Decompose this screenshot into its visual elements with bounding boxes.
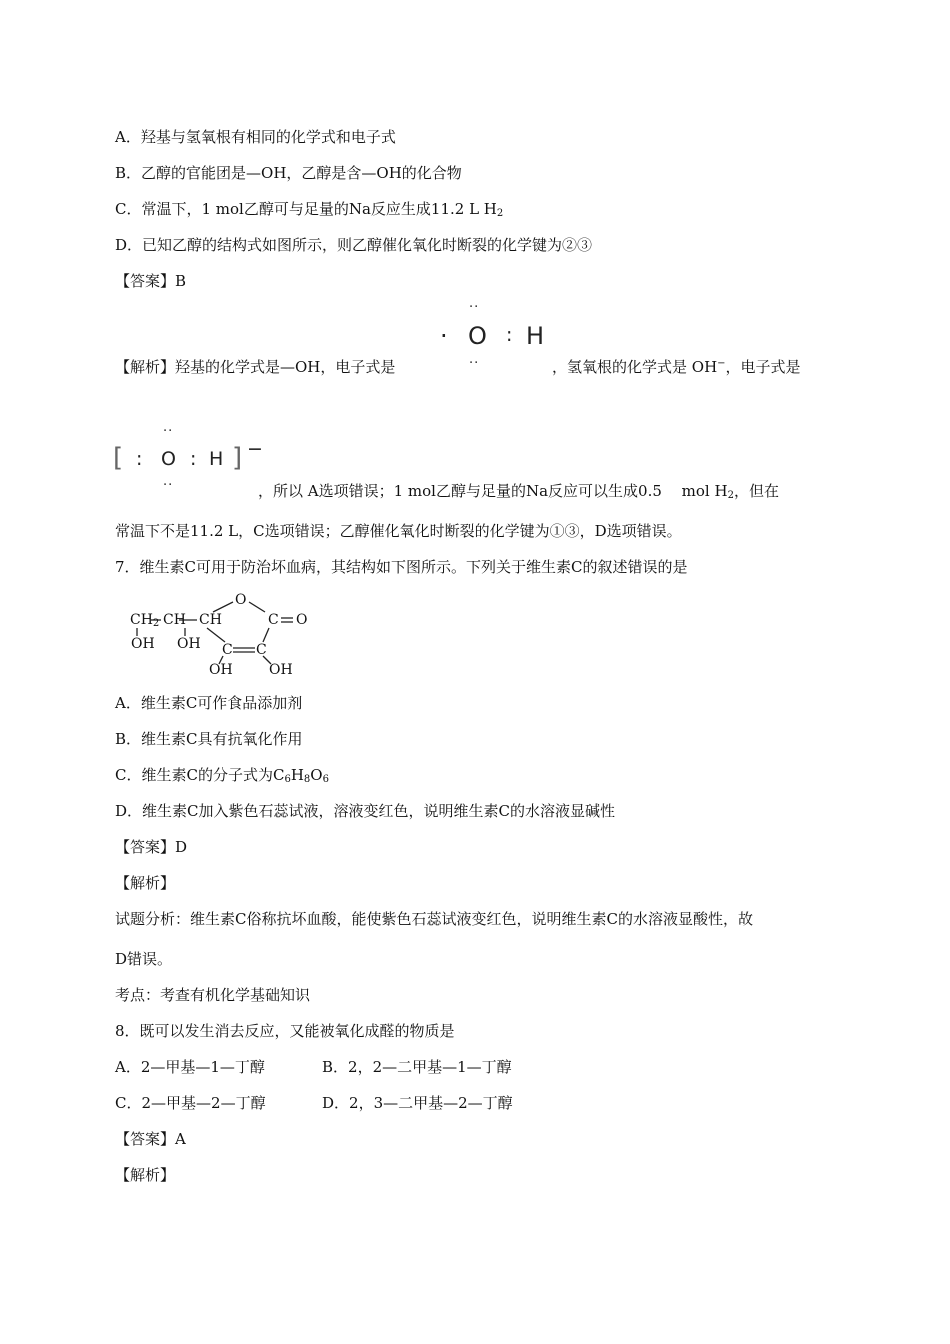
shared-pair: : [190, 448, 197, 470]
q8-option-c: C．2—甲基—2—丁醇 [115, 1094, 266, 1112]
hydrogen-atom: H [209, 448, 224, 470]
lone-pair-left: : [136, 448, 143, 470]
q6-analysis-part2: ，氢氧根的化学式是 OH−，电子式是 [552, 358, 801, 376]
q8-answer: 【答案】A [115, 1130, 186, 1148]
shared-pair: : [506, 324, 513, 346]
hydrogen-atom: H [526, 322, 545, 350]
q7-analysis-line2: D错误。 [115, 950, 173, 968]
q6-analysis-part1: 【解析】羟基的化学式是—OH，电子式是 [115, 358, 396, 376]
ring-oxygen: O [235, 592, 247, 608]
q8-analysis-label: 【解析】 [115, 1166, 176, 1184]
q6-option-b: B．乙醇的官能团是—OH，乙醇是含—OH的化合物 [115, 164, 462, 182]
ring-carbon-right: C [256, 642, 267, 658]
carbonyl-carbon: C [268, 612, 279, 628]
carbonyl-oxygen: O [296, 612, 308, 628]
bracket-open: [ [113, 443, 124, 473]
q8-option-b: B．2，2—二甲基—1—丁醇 [322, 1058, 512, 1076]
q7-option-d: D．维生素C加入紫色石蕊试液，溶液变红色，说明维生素C的水溶液显碱性 [115, 802, 615, 820]
q7-option-a: A．维生素C可作食品添加剂 [115, 694, 303, 712]
q7-analysis-label: 【解析】 [115, 874, 176, 892]
hydroxide-electron-formula [113, 424, 263, 494]
hydroxyl-group: OH [209, 662, 233, 678]
hydroxyl-group: OH [269, 662, 293, 678]
oxygen-atom: O [468, 322, 487, 350]
single-electron: · [440, 322, 448, 350]
oxygen-atom: O [161, 448, 176, 470]
q7-kaodian: 考点：考查有机化学基础知识 [115, 986, 311, 1004]
q6-answer: 【答案】B [115, 272, 187, 290]
q8-question: 8．既可以发生消去反应，又能被氧化成醛的物质是 [115, 1022, 455, 1040]
ring-carbon-left: C [222, 642, 233, 658]
q8-option-d: D．2，3—二甲基—2—丁醇 [322, 1094, 513, 1112]
hydroxyl-group: OH [177, 636, 201, 652]
lone-pair-bottom: ·· [163, 478, 174, 493]
hydroxyl-electron-formula [440, 296, 560, 376]
lone-pair-top: ·· [163, 424, 174, 439]
ch-group: CH [163, 612, 186, 628]
q6-option-a: A．羟基与氢氧根有相同的化学式和电子式 [115, 128, 396, 146]
q6-analysis-line3: 常温下不是11.2 L，C选项错误；乙醇催化氧化时断裂的化学键为①③，D选项错误。 [115, 522, 682, 540]
bracket-close: ] [232, 443, 243, 473]
q7-option-c: C．维生素C的分子式为$C_6H_8O_6$ [115, 766, 329, 785]
q6-option-c: C．常温下，1 mol乙醇可与足量的Na反应生成11.2 L $H_2$ [115, 200, 504, 219]
lone-pair-bottom: ·· [469, 356, 480, 371]
q8-option-a: A．2—甲基—1—丁醇 [115, 1058, 265, 1076]
ch2-group: $CH_2$ [130, 612, 160, 629]
vitamin-c-structure [115, 592, 325, 680]
ring-ch-group: CH [199, 612, 222, 628]
q7-option-b: B．维生素C具有抗氧化作用 [115, 730, 303, 748]
q7-answer: 【答案】D [115, 838, 188, 856]
q6-option-d: D．已知乙醇的结构式如图所示，则乙醇催化氧化时断裂的化学键为②③ [115, 236, 593, 254]
hydroxyl-group: OH [131, 636, 155, 652]
q6-analysis-line2: ，所以 A选项错误；1 mol乙醇与足量的Na反应可以生成0.5 mol $H_2$，但在 [258, 482, 779, 501]
lone-pair-top: ·· [469, 300, 480, 315]
q7-question: 7．维生素C可用于防治坏血病，其结构如下图所示。下列关于维生素C的叙述错误的是 [115, 558, 688, 576]
q7-analysis-line1: 试题分析：维生素C俗称抗坏血酸，能使紫色石蕊试液变红色，说明维生素C的水溶液显酸性，故 [115, 910, 753, 928]
negative-charge: − [247, 438, 263, 460]
